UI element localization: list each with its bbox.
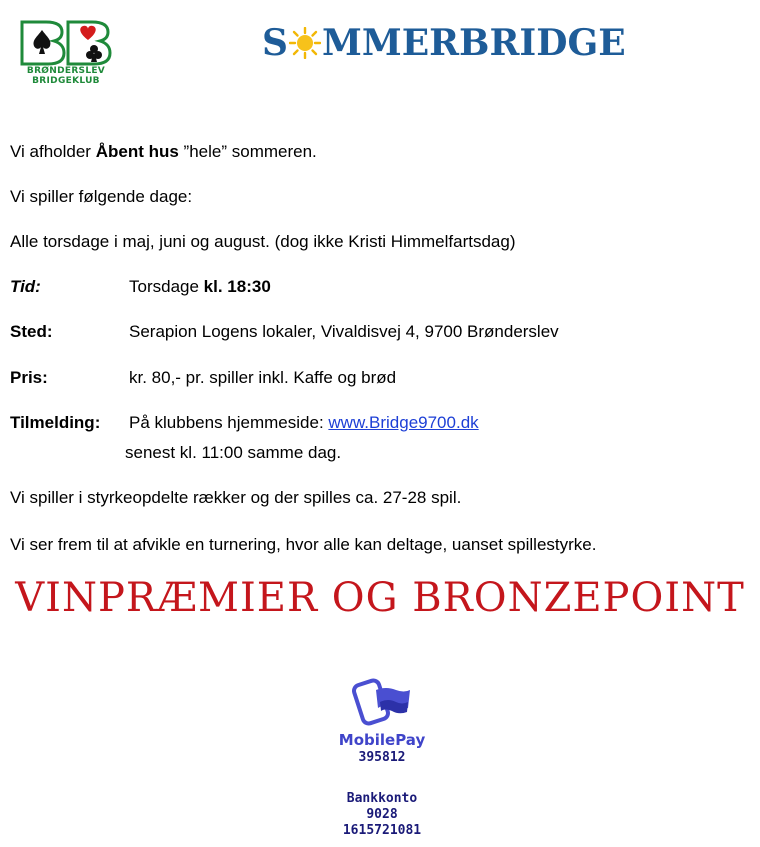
rows-text: Vi spiller i styrkeopdelte rækker og der spilles ca. 27-28 spil. [10,488,462,507]
mobilepay-label: MobilePay [338,731,426,749]
sted-label: Sted: [10,322,53,341]
club-logo [18,18,114,88]
closing-text: Vi ser frem til at afvikle en turnering, hvor alle kan deltage, uanset spillestyrke. [10,535,597,554]
sted-value: Serapion Logens lokaler, Vivaldisvej 4, 9700 Brønderslev [129,322,559,341]
tid-value [129,277,271,297]
pris-label: Pris: [10,368,48,387]
pris-value: kr. 80,- pr. spiller inkl. Kaffe og brød [129,368,397,387]
tilmelding-deadline: senest kl. 11:00 samme dag. [125,443,342,462]
days-heading: Vi spiller følgende dage: [10,187,193,206]
intro-bold: Åbent hus [95,142,179,161]
tilmelding-value [129,413,479,433]
bank-account: 1615721081 [342,823,422,838]
club-website-link[interactable]: www.Bridge9700.dk [328,413,479,432]
intro-suffix: ”hele” sommeren. [183,142,317,161]
prize-banner: VINPRÆMIER OG BRONZEPOINT [15,575,745,621]
club-name-line1: BRØNDERSLEV [26,66,106,76]
intro-line [10,142,317,162]
mobilepay-icon [352,676,412,726]
title-part1: S [262,22,288,64]
bank-label: Bankkonto [346,791,418,806]
page-title [262,20,626,66]
mobilepay-number: 395812 [358,750,406,765]
tid-value-bold: kl. 18:30 [203,277,271,296]
bank-reg: 9028 [366,807,398,822]
tid-label: Tid: [10,277,41,296]
tilmelding-label: Tilmelding: [10,413,101,432]
title-part2: MMERBRIDGE [322,22,626,64]
sun-icon [289,27,321,59]
tid-value-prefix: Torsdage [129,277,204,296]
bb-logo-icon [18,18,114,66]
days-text: Alle torsdage i maj, juni og august. (dog ikke Kristi Himmelfartsdag) [10,232,516,251]
tilmelding-prefix: På klubbens hjemmeside: [129,413,329,432]
club-name-line2: BRIDGEKLUB [32,76,100,86]
intro-prefix: Vi afholder [10,142,96,161]
